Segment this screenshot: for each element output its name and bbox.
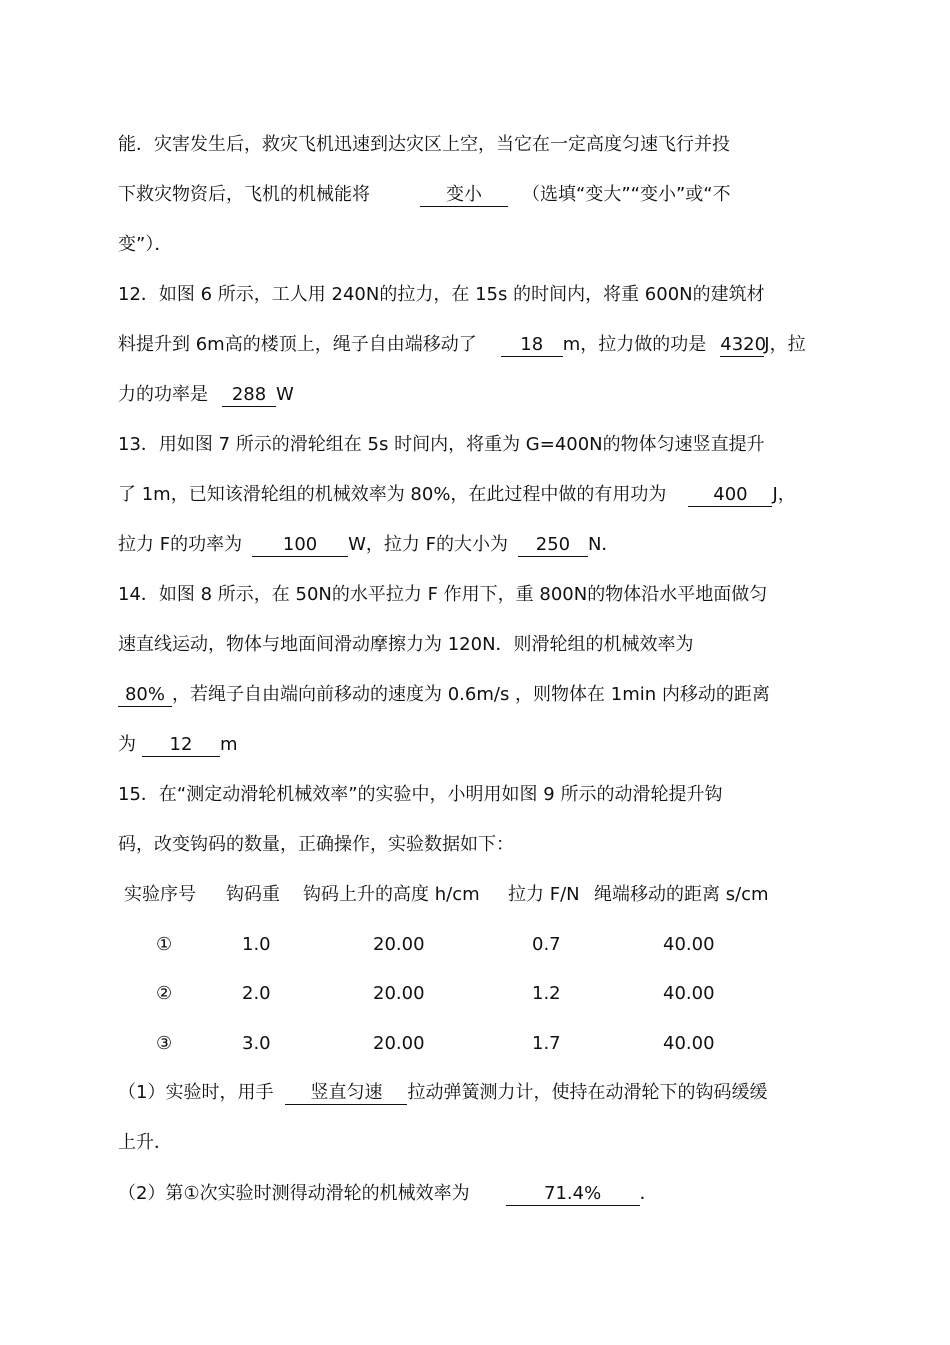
q14-line-1: 14．如图 8 所示，在 50N的水平拉力 F 作用下，重 800N的物体沿水平地面做匀 [118, 584, 768, 605]
q13-answer-power: 100 [252, 534, 348, 557]
q13-text-mid: W，拉力 F的大小为 [348, 534, 508, 555]
q12-line-1: 12．如图 6 所示，工人用 240N的拉力，在 15s 的时间内，将重 600N的建筑材 [118, 284, 765, 305]
q13-line-3 [118, 532, 619, 558]
q11-text: 下救灾物资后，飞机的机械能将 [118, 184, 370, 205]
table-header: 绳端移动的距离 s/cm [594, 884, 769, 905]
q15-part2-answer: 71.4% [506, 1183, 640, 1206]
q12-unit-w: W [276, 384, 294, 405]
table-cell: 0.7 [532, 934, 561, 955]
table-cell: ① [156, 934, 173, 955]
q12-text-mid: m，拉力做的功是 [562, 334, 707, 355]
q14-line-2: 速直线运动，物体与地面间滑动摩擦力为 120N．则滑轮组的机械效率为 [118, 634, 694, 655]
q15-line-1: 15．在“测定动滑轮机械效率”的实验中，小明用如图 9 所示的动滑轮提升钩 [118, 784, 723, 805]
table-header: 钩码重 [226, 884, 280, 905]
q12-line-2 [118, 332, 806, 358]
table-header: 实验序号 [124, 884, 196, 905]
q13-text: 了 1m，已知该滑轮组的机械效率为 80%，在此过程中做的有用功为 [118, 484, 667, 505]
q15-part1-line-1 [118, 1080, 767, 1106]
q14-line-3 [118, 682, 770, 708]
table-cell: 40.00 [663, 1033, 715, 1054]
q11-answer: 变小 [420, 184, 508, 207]
q15-line-2: 码，改变钩码的数量，正确操作，实验数据如下： [118, 834, 514, 855]
table-header: 钩码上升的高度 h/cm [303, 884, 480, 905]
table-cell: 2.0 [242, 983, 271, 1004]
q15-part2-text-post: ． [639, 1183, 658, 1204]
q14-answer-efficiency: 80% [118, 684, 172, 707]
table-cell: 20.00 [373, 934, 425, 955]
q12-text-3: 力的功率是 [118, 384, 208, 405]
q14-text-4: 为 [118, 734, 136, 755]
q11-text-post: （选填“变大”“变小”或“不 [522, 184, 731, 205]
q12-answer-distance: 18 [501, 334, 563, 357]
table-header: 拉力 F/N [508, 884, 580, 905]
q11-line-2 [118, 182, 731, 208]
q12-text: 料提升到 6m高的楼顶上，绳子自由端移动了 [118, 334, 477, 355]
q15-part1-line-2: 上升． [118, 1132, 172, 1153]
table-cell: 40.00 [663, 934, 715, 955]
table-cell: 20.00 [373, 1033, 425, 1054]
table-cell: ③ [156, 1033, 173, 1054]
q12-text-post: J，拉 [764, 334, 806, 355]
q14-text-post: ，若绳子自由端向前移动的速度为 0.6m/s ，则物体在 1min 内移动的距离 [172, 684, 770, 705]
q11-line-1: 能．灾害发生后，救灾飞机迅速到达灾区上空，当它在一定高度匀速飞行并投 [118, 134, 730, 155]
q14-unit-m: m [220, 734, 238, 755]
q13-line-2 [118, 482, 796, 508]
table-cell: 40.00 [663, 983, 715, 1004]
table-cell: 3.0 [242, 1033, 271, 1054]
q13-text-post: J， [772, 484, 796, 505]
table-cell: 1.2 [532, 983, 561, 1004]
q12-answer-power: 288 [222, 384, 276, 407]
q15-part1-text-post: 拉动弹簧测力计，使持在动滑轮下的钩码缓缓 [407, 1082, 768, 1103]
table-cell: 20.00 [373, 983, 425, 1004]
q13-answer-force: 250 [518, 534, 588, 557]
q13-text-3: 拉力 F的功率为 [118, 534, 243, 555]
table-cell: ② [156, 983, 173, 1004]
q15-part1-answer: 竖直匀速 [285, 1082, 407, 1105]
q13-line-1: 13．用如图 7 所示的滑轮组在 5s 时间内，将重为 G=400N的物体匀速竖直提升 [118, 434, 765, 455]
q13-unit-n: N． [587, 534, 620, 555]
q15-part2-line [118, 1181, 658, 1207]
q15-part2-text: （2）第①次实验时测得动滑轮的机械效率为 [118, 1183, 470, 1204]
q14-answer-distance: 12 [142, 734, 220, 757]
table-cell: 1.7 [532, 1033, 561, 1054]
q12-line-3 [118, 382, 294, 408]
q12-answer-work: 4320 [720, 334, 767, 355]
q14-line-4 [118, 732, 238, 758]
q13-answer-useful-work: 400 [688, 484, 772, 507]
q11-line-3: 变”）． [118, 234, 173, 255]
table-cell: 1.0 [242, 934, 271, 955]
q15-part1-text: （1）实验时，用手 [118, 1082, 274, 1103]
